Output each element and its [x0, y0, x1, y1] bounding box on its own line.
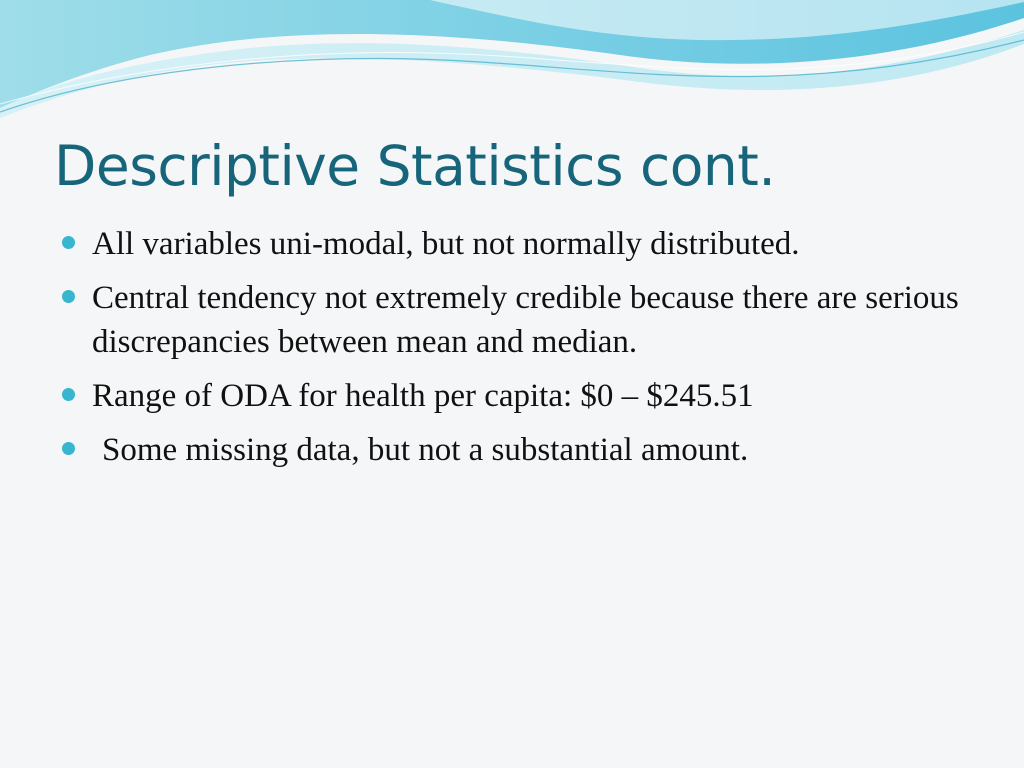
- decorative-wave: [0, 0, 1024, 130]
- bullet-text: All variables uni-modal, but not normally distributed.: [92, 226, 800, 262]
- list-item: [62, 276, 982, 364]
- bullet-dot-icon: [62, 290, 75, 303]
- bullet-dot-icon: [62, 442, 75, 455]
- list-item: [62, 374, 982, 418]
- bullet-dot-icon: [62, 236, 75, 249]
- bullet-text: Range of ODA for health per capita: $0 – $245.51: [92, 378, 754, 414]
- bullet-text: Some missing data, but not a substantial amount.: [102, 432, 749, 468]
- list-item: [62, 428, 982, 472]
- slide-title: Descriptive Statistics cont.: [54, 134, 776, 198]
- bullet-list: [62, 222, 982, 482]
- bullet-text: Central tendency not extremely credible because there are serious discrepancies between mean and median.: [92, 280, 959, 360]
- list-item: [62, 222, 982, 266]
- bullet-dot-icon: [62, 388, 75, 401]
